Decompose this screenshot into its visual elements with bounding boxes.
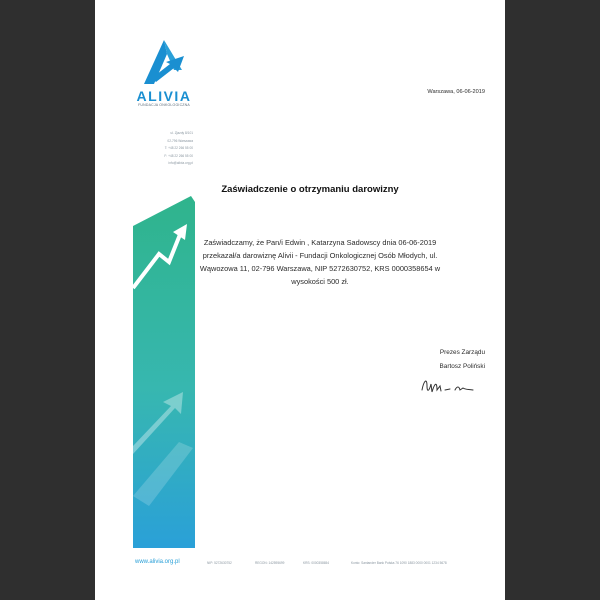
contact-line: F: +48 22 266 55 00 xyxy=(164,153,193,158)
logo-subtitle: FUNDACJA ONKOLOGICZNA xyxy=(138,103,190,107)
alivia-logo-icon xyxy=(144,40,186,86)
footer-url: www.alivia.org.pl xyxy=(135,559,180,565)
contact-block xyxy=(135,130,193,168)
contact-line: ul. Zjazdy 8/101 xyxy=(170,131,193,135)
signatory-role: Prezes Zarządu xyxy=(439,349,485,356)
footer-regon: REGON: 142595699 xyxy=(255,561,285,565)
footer-krs: KRS: 0000358654 xyxy=(303,561,330,565)
contact-line: info@alivia.org.pl xyxy=(168,161,193,166)
letter-title: Zaświadczenie o otrzymaniu darowizny xyxy=(221,184,399,195)
letter-body: Zaświadczamy, że Pan/i Edwin , Katarzyna Sadowscy dnia 06-06-2019 przekazał/a darowiznę Alivii - Fundacji Onkologicznej Osób Młodych, ul. Wąwozowa 11, 02-796 Warszawa, NIP 5272630752, KRS 0000358654 w wysokości 500 zł. xyxy=(199,238,441,286)
footer-nip: NIP: 5272630752 xyxy=(207,561,232,565)
letter-page xyxy=(95,0,505,600)
footer-bank: Konto: Santander Bank Polska 76 1090 1883 0000 0001 1234 5678 xyxy=(351,561,447,565)
rising-arrows-graphic-icon xyxy=(133,196,195,548)
logo-name: ALIVIA xyxy=(136,88,192,104)
contact-line: T: +48 22 266 55 00 xyxy=(164,146,193,151)
contact-line: 02-796 Warszawa xyxy=(167,138,193,143)
signature-icon xyxy=(419,376,479,396)
signatory-name: Bartosz Poliński xyxy=(439,363,485,370)
letter-date: Warszawa, 06-06-2019 xyxy=(427,89,485,95)
